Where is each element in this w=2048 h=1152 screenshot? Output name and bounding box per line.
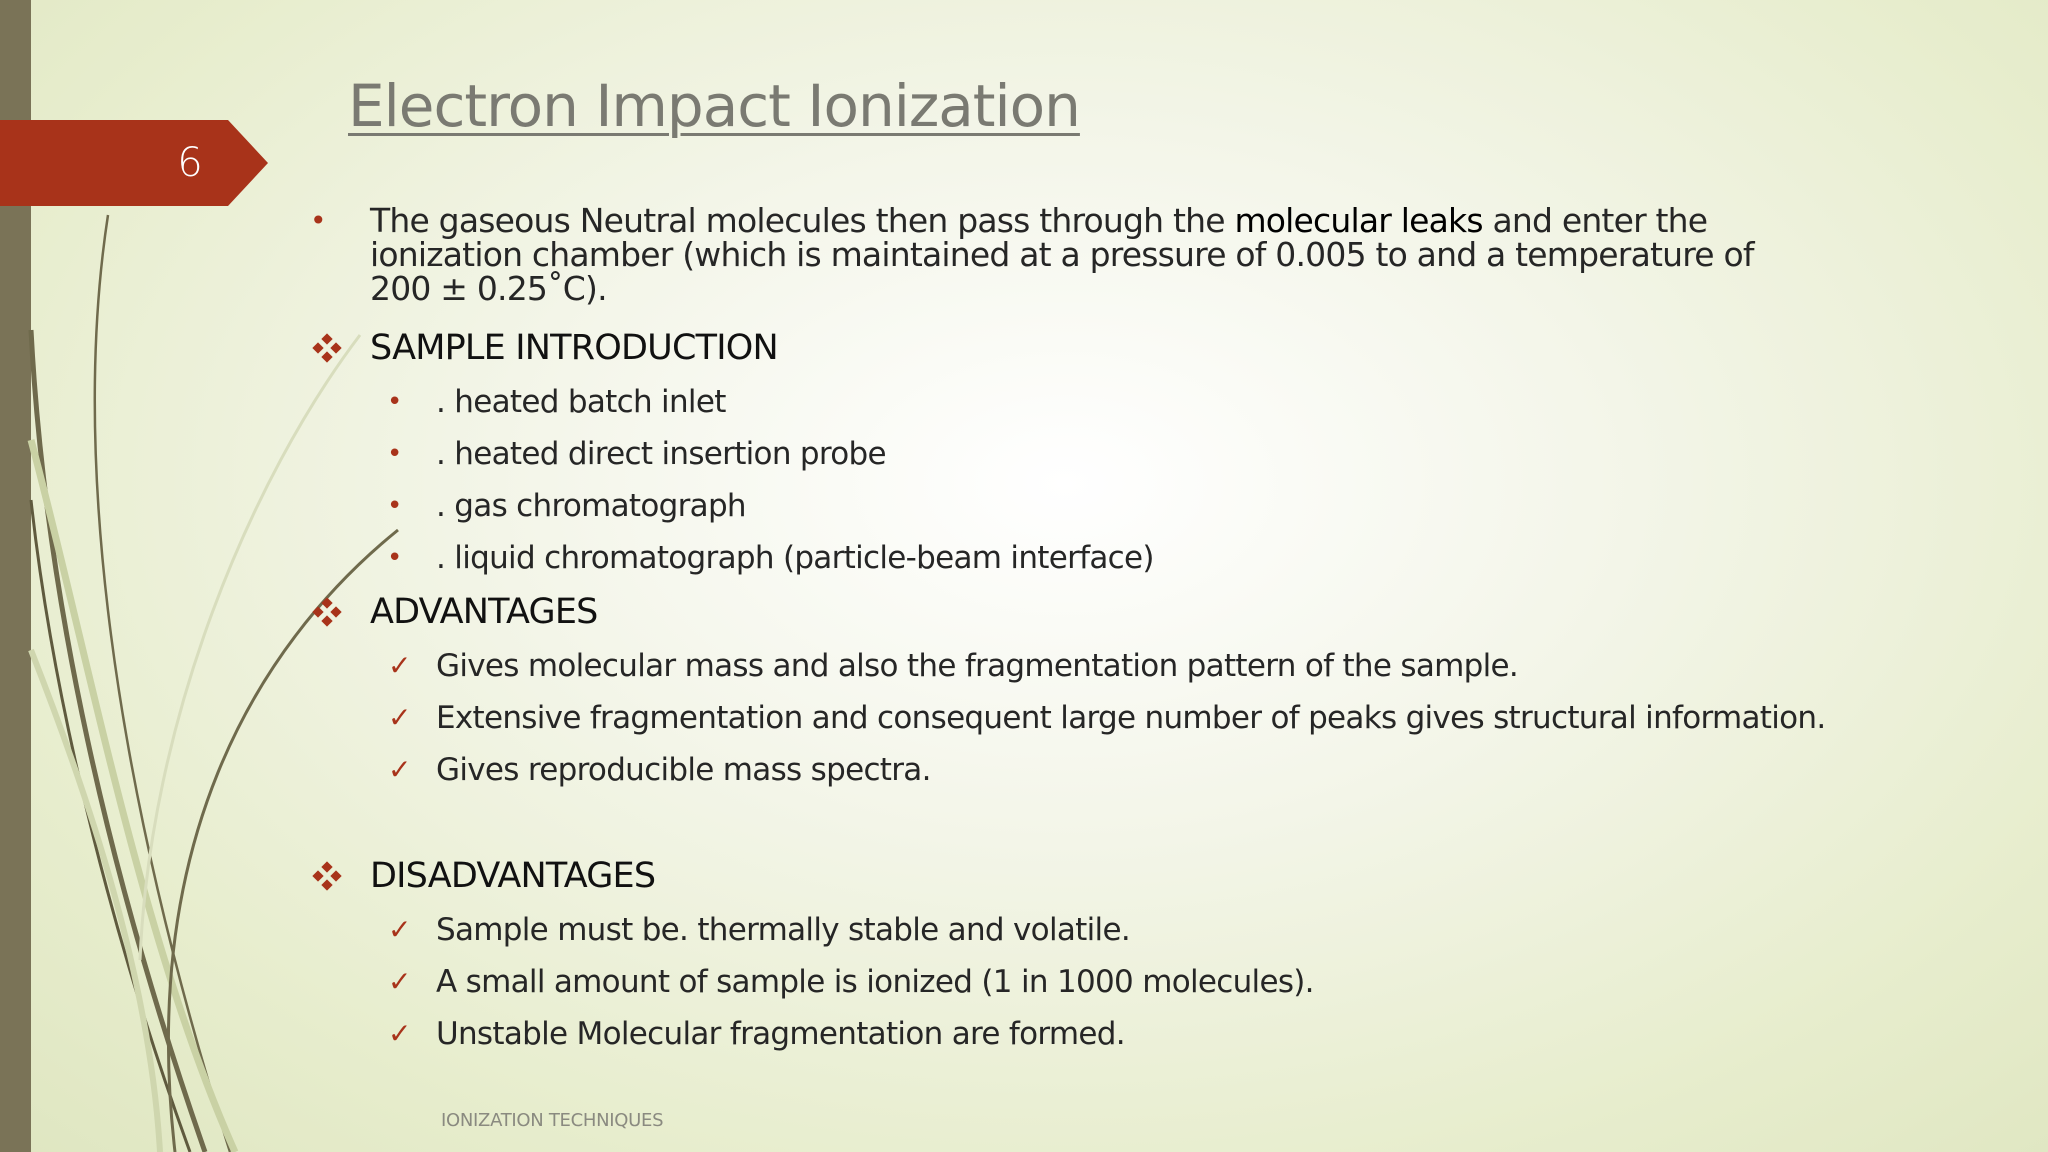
bullet-dot: •	[310, 204, 327, 237]
sample-introduction-heading: SAMPLE INTRODUCTION	[370, 328, 778, 368]
disadvantage-item: Unstable Molecular fragmentation are formed.	[436, 1016, 1125, 1052]
diamond-bullet-icon	[312, 861, 342, 891]
intro-paragraph	[370, 201, 1820, 308]
advantages-heading: ADVANTAGES	[370, 592, 598, 632]
sample-item: . liquid chromatograph (particle-beam interface)	[436, 540, 1154, 576]
checkmark-icon: ✓	[388, 1017, 412, 1050]
disadvantages-heading: DISADVANTAGES	[370, 856, 656, 896]
checkmark-icon: ✓	[388, 965, 412, 998]
bullet-dot: •	[387, 439, 403, 469]
sample-item: . heated batch inlet	[436, 384, 726, 420]
intro-emphasis: molecular leaks	[1234, 201, 1483, 240]
checkmark-icon: ✓	[388, 913, 412, 946]
disadvantage-item: Sample must be. thermally stable and volatile.	[436, 912, 1130, 948]
checkmark-icon: ✓	[388, 701, 412, 734]
slide-title: Electron Impact Ionization	[348, 72, 1080, 140]
advantage-item: Extensive fragmentation and consequent large number of peaks gives structural information.	[436, 700, 1826, 736]
diamond-bullet-icon	[312, 597, 342, 627]
slide-footer: IONIZATION TECHNIQUES	[441, 1110, 664, 1131]
slide-number: 6	[177, 140, 203, 186]
checkmark-icon: ✓	[388, 753, 412, 786]
bullet-dot: •	[387, 387, 403, 417]
intro-text-before: The gaseous Neutral molecules then pass through the	[370, 201, 1235, 240]
diamond-bullet-icon	[312, 333, 342, 363]
intro-text-after: and enter the ionization chamber (which is maintained at a pressure of 0.005 to and a temperature of 200 ± 0.25˚C).	[370, 201, 1754, 308]
advantage-item: Gives molecular mass and also the fragmentation pattern of the sample.	[436, 648, 1519, 684]
disadvantage-item: A small amount of sample is ionized (1 in 1000 molecules).	[436, 964, 1314, 1000]
bullet-dot: •	[387, 543, 403, 573]
sample-item: . gas chromatograph	[436, 488, 746, 524]
sample-item: . heated direct insertion probe	[436, 436, 886, 472]
bullet-dot: •	[387, 491, 403, 521]
checkmark-icon: ✓	[388, 649, 412, 682]
advantage-item: Gives reproducible mass spectra.	[436, 752, 931, 788]
